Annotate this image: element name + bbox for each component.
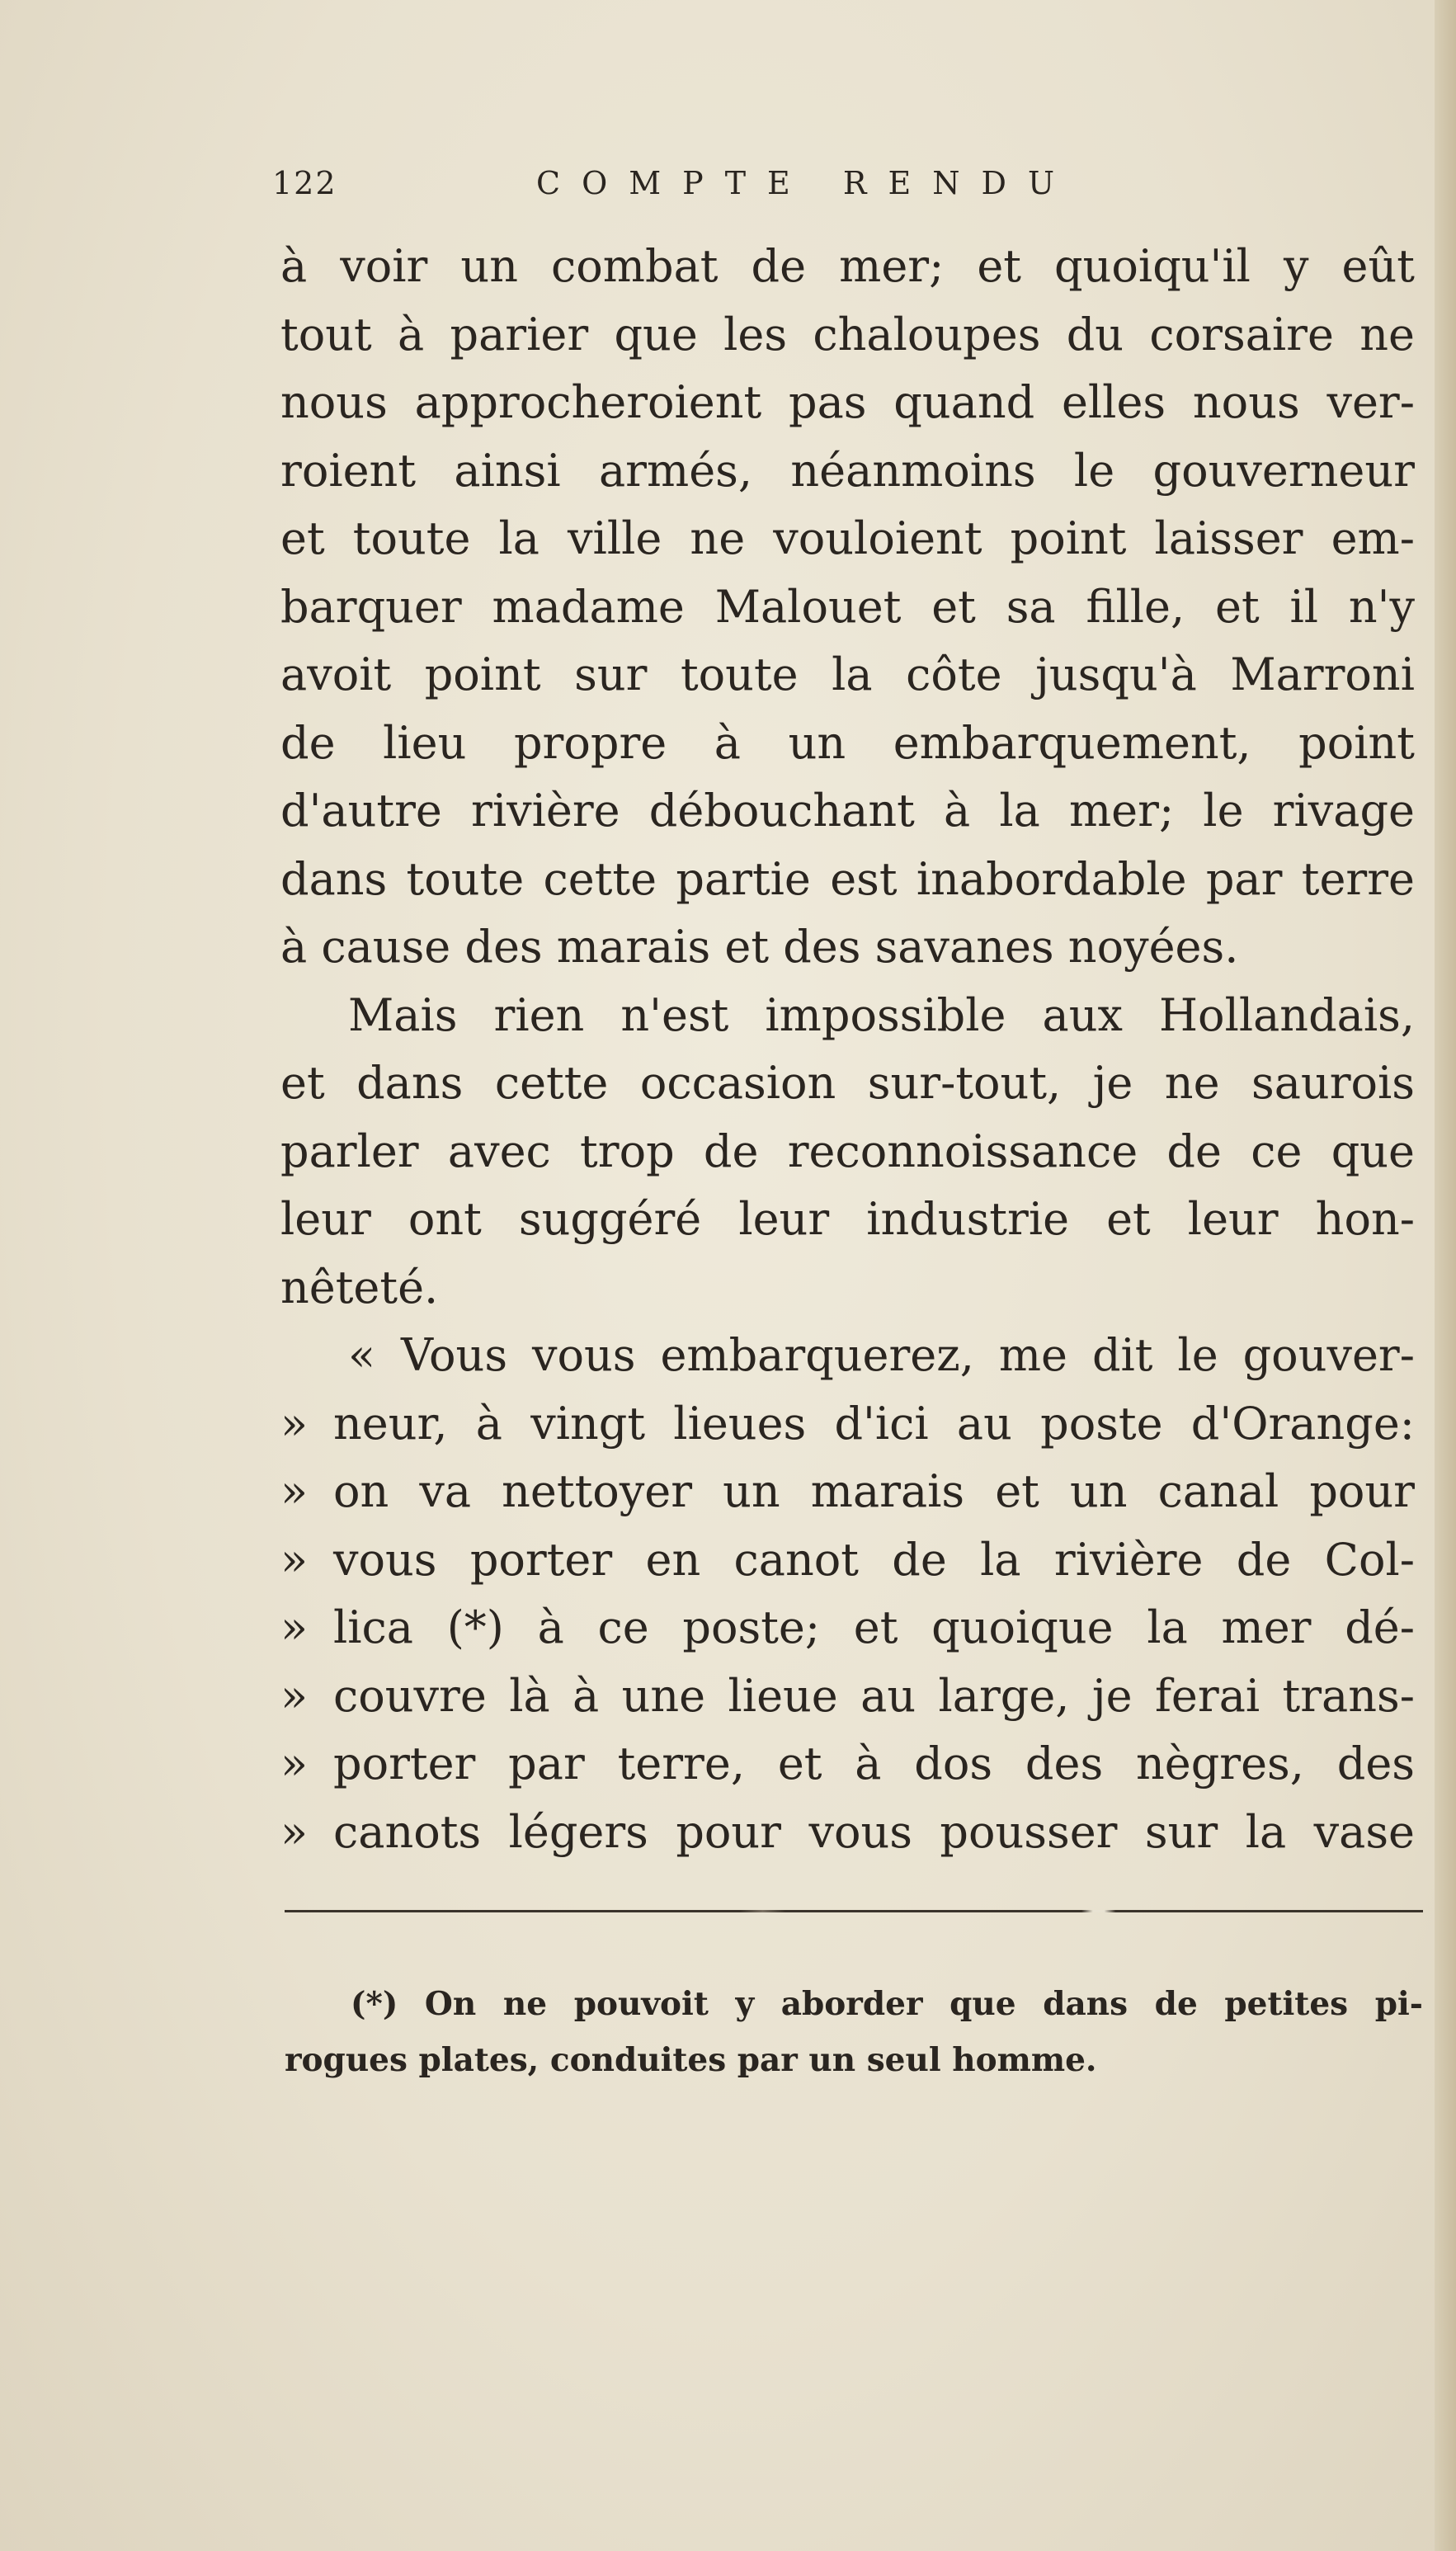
quote-text: canots légers pour vous pousser sur la vase (333, 1805, 1415, 1858)
quote-mark: » (280, 1738, 309, 1789)
text-line: nous approcheroient pas quand elles nous ver- (280, 376, 1415, 428)
quote-line (280, 1390, 1415, 1459)
quote-mark: » (280, 1805, 309, 1858)
quote-text: lica (*) à ce poste; et quoique la mer dé- (333, 1601, 1415, 1653)
text-line: à voir un combat de mer; et quoiqu'il y eût (280, 240, 1415, 292)
quote-line (280, 1594, 1415, 1662)
text-line: nêteté. (280, 1261, 439, 1313)
quote-mark: » (280, 1669, 309, 1722)
footnote-line: rogues plates, conduites par un seul homme. (285, 2041, 1097, 2079)
page-number: 122 (272, 165, 337, 201)
quote-mark: » (280, 1397, 309, 1450)
text-line: parler avec trop de reconnoissance de ce que (280, 1125, 1415, 1177)
paragraph-start-line: Mais rien n'est impossible aux Hollandais, (348, 988, 1415, 1041)
text-line: et toute la ville ne vouloient point laisser em- (280, 512, 1415, 564)
running-head (272, 165, 1427, 215)
text-line: à cause des marais et des savanes noyées. (280, 921, 1239, 973)
quote-line (280, 1662, 1415, 1731)
text-line: et dans cette occasion sur-tout, je ne saurois (280, 1057, 1415, 1109)
footnote-line: (*) On ne pouvoit y aborder que dans de petites pi- (351, 1985, 1423, 2023)
quote-text: porter par terre, et à dos des nègres, des (333, 1738, 1415, 1789)
quote-text: neur, à vingt lieues d'ici au poste d'Orange: (333, 1397, 1415, 1450)
quote-mark: » (280, 1601, 309, 1653)
text-line: d'autre rivière débouchant à la mer; le rivage (280, 785, 1415, 837)
quote-line (280, 1322, 1415, 1390)
quote-text: vous porter en canot de la rivière de Col- (333, 1533, 1415, 1586)
text-line: barquer madame Malouet et sa fille, et il n'y (280, 580, 1415, 633)
text-line: roient ainsi armés, néanmoins le gouverneur (280, 444, 1415, 497)
text-line: dans toute cette partie est inabordable par terre (280, 852, 1415, 905)
quote-line (280, 1526, 1415, 1595)
footnote-rule (285, 1910, 1423, 1912)
quote-text: couvre là à une lieue au large, je ferai trans- (333, 1669, 1415, 1722)
running-title: COMPTE RENDU (536, 165, 1076, 201)
quote-text: Vous vous embarquerez, me dit le gouver- (401, 1329, 1415, 1381)
quote-line (280, 1799, 1415, 1867)
text-line: de lieu propre à un embarquement, point (280, 716, 1415, 769)
page-edge-shadow (1435, 0, 1456, 2551)
quote-line (280, 1730, 1415, 1799)
quote-mark: » (280, 1533, 309, 1586)
quote-mark: » (280, 1465, 309, 1517)
body-text (280, 233, 1415, 1866)
text-line: tout à parier que les chaloupes du corsaire ne (280, 308, 1415, 361)
quote-line (280, 1458, 1415, 1526)
text-line: leur ont suggéré leur industrie et leur hon- (280, 1193, 1415, 1245)
text-line: avoit point sur toute la côte jusqu'à Marroni (280, 648, 1415, 700)
footnote (285, 1976, 1423, 2088)
quote-text: on va nettoyer un marais et un canal pour (333, 1465, 1415, 1517)
quote-mark: « (348, 1329, 376, 1381)
